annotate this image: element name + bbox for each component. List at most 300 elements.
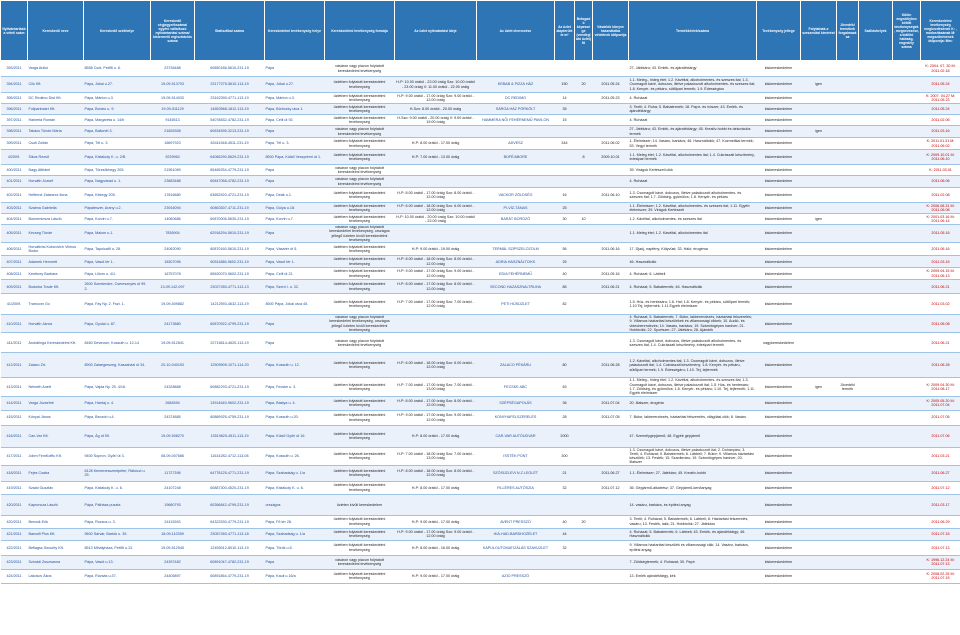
- special-permits: [893, 425, 921, 447]
- column-header: Az üzlet alapterülete m²: [555, 1, 575, 61]
- shop-name: SZÓSÜZLEVI N.Z.LEGLÉT: [477, 465, 555, 481]
- product-groups: 4. Ruházat; 5. Babatermék; 46. Használtcikk: [629, 280, 757, 294]
- table-row: [1, 333, 960, 353]
- trader-name: DC Redimo Dist Kft.: [28, 93, 84, 104]
- lodging: [859, 396, 893, 410]
- lodging: [859, 540, 893, 555]
- shop-area: 28: [555, 410, 575, 425]
- statistical-number: 65465254-4779-231-19: [195, 165, 265, 176]
- shop-area: 25: [555, 256, 575, 268]
- lodging: [859, 214, 893, 225]
- shop-capacity: [575, 528, 593, 540]
- trader-seat: 2600 Szentendre, Cseresznyés út 99. 2.: [84, 280, 151, 294]
- trade-location: Pápa, Török u.5.: [265, 540, 325, 555]
- shop-capacity: 20: [575, 515, 593, 528]
- registration-number: 16757078: [151, 268, 195, 280]
- shop-name: BÜFÉ/ABORE: [477, 150, 555, 165]
- column-header: Az üzlet nyitvatartási ideje: [395, 1, 477, 61]
- trade-form: üzletben folytatott kereskedelmi tevékenység: [325, 378, 395, 396]
- record-number: 421/2011: [1, 528, 28, 540]
- special-permits: [893, 280, 921, 294]
- table-row: [1, 115, 960, 126]
- trader-seat: 8900 Zalaegerszeg, Kaszaházi út 34.: [84, 353, 151, 378]
- table-row: [1, 569, 960, 583]
- trader-name: Németh Anett: [28, 378, 84, 396]
- alcohol-serving: [801, 243, 837, 256]
- trade-form: üzletben folytatott kereskedelmi tevékenység: [325, 447, 395, 465]
- complaint-book-date: 2011.05.23: [593, 93, 629, 104]
- complaint-book-date: 2011.07.05: [593, 410, 629, 425]
- trader-seat: 9400 Sopron, Győri út 3.: [84, 447, 151, 465]
- product-groups: 3. Textil; 4. Ruházat; 5. Babatermék; 6. Lábbeli; 8. Háztartási felszerelés, vasáru; 13. Festék, lakk; 21. Hobbicikk; 27. Játékáru: [629, 515, 757, 528]
- shop-capacity: [575, 465, 593, 481]
- product-groups: 27. Játékáru; 43. Emlék- és ajándéktárgy: [629, 61, 757, 77]
- complaint-book-date: [593, 447, 629, 465]
- special-permits: [893, 569, 921, 583]
- trader-name: Kecseg Tünde: [28, 225, 84, 243]
- alcohol-serving: [801, 481, 837, 494]
- activity-kind: kiskereskedelem: [757, 378, 801, 396]
- complaint-book-date: [593, 256, 629, 268]
- shop-capacity: [575, 410, 593, 425]
- opening-hours: H-P: 8.00 órától - 16.00 óráig: [395, 540, 477, 555]
- trade-location: Pápa, Szabadság u. 1/a: [265, 528, 325, 540]
- statistical-number: 65620070-9602-231-19: [195, 268, 265, 280]
- activity-kind: kiskereskedelem: [757, 280, 801, 294]
- record-number: 418/2011: [1, 465, 28, 481]
- trader-seat: Pápa, Rozsos u. 3.: [84, 515, 151, 528]
- alcohol-serving: [801, 294, 837, 315]
- trade-form: üzletben folytatott kereskedelmi tevékenység: [325, 280, 395, 294]
- alcohol-serving: [801, 447, 837, 465]
- shop-area: 150: [555, 77, 575, 93]
- trader-seat: Pápa, Malom u.1.: [84, 225, 151, 243]
- statistical-number: 60891864-4779-231-19: [195, 569, 265, 583]
- table-row: [1, 425, 960, 447]
- lodging: [859, 268, 893, 280]
- registration-number: 23916094: [151, 203, 195, 214]
- dates: 2011.03.02: [921, 294, 960, 315]
- shop-name: KONYHAFELSZERELÉS: [477, 410, 555, 425]
- trader-name: Árubálinga Kereskedelmi Kft.: [28, 333, 84, 353]
- table-row: [1, 410, 960, 425]
- table-row: [1, 396, 960, 410]
- activity-kind: kiskereskedelem: [757, 447, 801, 465]
- record-number: 398/2011: [1, 126, 28, 138]
- shop-name: [477, 176, 555, 188]
- shop-capacity: [575, 203, 593, 214]
- trader-seat: Pápa, Korvin u.7.: [84, 214, 151, 225]
- activity-kind: kiskereskedelem: [757, 188, 801, 203]
- opening-hours: [395, 315, 477, 333]
- product-groups: 1.1. Élelmiszer; 1.2. Kávéital, alkoholmentes- és szeszes ital; 1.11. Egyéb élelmiszer; 39. Virágok Kertészeti: [629, 203, 757, 214]
- shop-area: 85: [555, 280, 575, 294]
- product-groups: 1.3. Csomagolt kávé, dobozos, illetve palackozott alkoholmentes- és szeszes ital; 1.4. Cukrászati készítmény, édesipari termék: [629, 333, 757, 353]
- trade-form: üzletben folytatott kereskedelmi tevékenység: [325, 104, 395, 115]
- trader-name: Adamek Hennrett: [28, 256, 84, 268]
- shop-area: 82: [555, 294, 575, 315]
- activity-kind: kiskereskedelem: [757, 555, 801, 569]
- statistical-number: 60882293-4721-231-19: [195, 378, 265, 396]
- column-header: Vásárlók könyve használatba vételének időpontja: [593, 1, 629, 61]
- opening-hours: H-P: 10.00 órától - 22.00 óráig Szo: 10.00 órától - 23.00 óráig V: 11.00 órától - 22.00 óráig: [395, 77, 477, 93]
- excise-goods: [837, 315, 859, 333]
- special-permits: [893, 396, 921, 410]
- alcohol-serving: [801, 225, 837, 243]
- special-permits: [893, 104, 921, 115]
- record-number: 397/2011: [1, 115, 28, 126]
- excise-goods: [837, 243, 859, 256]
- statistical-number: 60863307-4711-231-19: [195, 203, 265, 214]
- table-row: [1, 528, 960, 540]
- product-groups: 46. Használtcikk: [629, 256, 757, 268]
- trade-form: üzletben folytatott kereskedelmi tevékenység: [325, 256, 395, 268]
- special-permits: [893, 481, 921, 494]
- table-row: [1, 555, 960, 569]
- record-number: 4/2009.: [1, 150, 28, 165]
- trade-location: Pápa, Kisfaludy K. u. 6.: [265, 481, 325, 494]
- trader-seat: Pápa, Beczóri u.4.: [84, 410, 151, 425]
- complaint-book-date: [593, 494, 629, 515]
- statistical-number: 60870006-5630-231-19: [195, 214, 265, 225]
- activity-kind: kiskereskedelem: [757, 353, 801, 378]
- excise-goods: [837, 104, 859, 115]
- trader-name: Ciló Kft.: [28, 77, 84, 93]
- complaint-book-date: [593, 315, 629, 333]
- trade-form: vásáron vagy piacon folytatott kereskedelmi tevékenység: [325, 61, 395, 77]
- column-header: Tevékenység jellege: [757, 1, 801, 61]
- excise-goods: [837, 214, 859, 225]
- shop-capacity: [575, 126, 593, 138]
- activity-kind: kiskereskedelem: [757, 150, 801, 165]
- lodging: [859, 138, 893, 150]
- shop-area: [555, 494, 575, 515]
- activity-kind: kiskereskedelem: [757, 104, 801, 115]
- complaint-book-date: [593, 176, 629, 188]
- special-permits: [893, 165, 921, 176]
- registration-number: 24107248: [151, 481, 195, 494]
- opening-hours: H-P: 9.00 órától - 17.00 óráig: [395, 569, 477, 583]
- activity-kind: kiskereskedelem: [757, 225, 801, 243]
- shop-area: 15: [555, 115, 575, 126]
- shop-capacity: [575, 280, 593, 294]
- table-row: [1, 214, 960, 225]
- trader-seat: Pápa, Gyulai u. 87.: [84, 315, 151, 333]
- lodging: [859, 176, 893, 188]
- registration-number: 19680793: [151, 494, 195, 515]
- product-groups: 1.1. Meleg-, hideg étel; 1.2. Kávéital, alkoholmentes- és szeszes ital; 1.3. Csomagolt kávé, dobozos, illetve palackozott ital; 1.5. Hús- és hentesáru; 1.7. Zöldség- és gyümölcs; 1.8. Kenyér- és pékáru; 1.10. Tej, tejtermék; 1.11. Egyéb élelmiszer: [629, 378, 756, 396]
- excise-goods: [837, 494, 859, 515]
- lodging: [859, 243, 893, 256]
- dates: 2011.02.06: [921, 115, 960, 126]
- dates: 2011.02.08: [921, 188, 960, 203]
- shop-capacity: 20: [575, 77, 593, 93]
- trader-name: Szalai Gusztáv: [28, 481, 84, 494]
- dates: 2011.05.24: [921, 77, 960, 93]
- lodging: [859, 494, 893, 515]
- trade-location: Pápa: [265, 225, 325, 243]
- special-permits: [893, 115, 921, 126]
- complaint-book-date: 2011.07.12: [593, 481, 629, 494]
- trader-seat: Pápa, Pálháza puszta: [84, 494, 151, 515]
- statistical-number: 60634595-3213-231-19: [195, 126, 265, 138]
- trader-seat: 8558 Csót, Petőfi u. 6.: [84, 61, 151, 77]
- lodging: [859, 569, 893, 583]
- column-header: Szálláshelyek: [859, 1, 893, 61]
- statistical-number: 60887300-4520-231-19: [195, 481, 265, 494]
- shop-area: 32: [555, 540, 575, 555]
- alcohol-serving: [801, 203, 837, 214]
- shop-area: 344: [555, 138, 575, 150]
- column-header: Termékkör/ek/száma: [629, 1, 757, 61]
- alcohol-serving: [801, 555, 837, 569]
- lodging: [859, 555, 893, 569]
- registration-number: 24062090: [151, 243, 195, 256]
- special-permits: [893, 353, 921, 378]
- trade-form: üzletben folytatott kereskedelmi tevékenység: [325, 425, 395, 447]
- shop-area: [555, 315, 575, 333]
- shop-area: 36: [555, 396, 575, 410]
- excise-goods: [837, 569, 859, 583]
- trade-location: Pápa, Gulya u.18.: [265, 203, 325, 214]
- lodging: [859, 256, 893, 268]
- activity-kind: nagykereskedelem: [757, 333, 801, 353]
- opening-hours: H-P: 8.00 órától - 17.00 óráig: [395, 138, 477, 150]
- special-permits: [893, 126, 921, 138]
- trade-location: Pápa, Vasút tér 1.: [265, 256, 325, 268]
- table-row: [1, 353, 960, 378]
- trader-seat: Pápa, Tapolcafő u. 28.: [84, 243, 151, 256]
- column-header: Folytatnak-e szeszesital kimérést: [801, 1, 837, 61]
- trade-form: üzletben folytatott kereskedelmi tevékenység: [325, 528, 395, 540]
- shop-name: ZALACO PÉKÁRU: [477, 353, 555, 378]
- trade-form: üzleten kívüli kereskedelem: [325, 494, 395, 515]
- special-permits: [893, 494, 921, 515]
- product-groups: 7. Zöldségtermék; 4. Ruházat; 30. Papír: [629, 555, 757, 569]
- shop-area: [555, 569, 575, 583]
- opening-hours: H-P: 10.00 órától - 20.00 óráig Szo: 10.00 órától - 22.00 óráig: [396, 214, 475, 223]
- excise-goods: Jövedéki termék: [837, 378, 859, 396]
- trade-form: üzletben folytatott kereskedelmi tevékenység: [325, 540, 395, 555]
- activity-kind: kiskereskedelem: [757, 410, 801, 425]
- dates: 2011.03.15: [921, 256, 960, 268]
- shop-name: EDIA FEHÉRNEMŰ: [477, 268, 555, 280]
- trade-location: Pápa: [265, 333, 325, 353]
- record-number: 413/2011: [1, 378, 28, 396]
- record-number: 410/2011: [1, 315, 28, 333]
- lodging: [859, 378, 893, 396]
- trader-name: Lakosov Ákos: [28, 569, 84, 583]
- opening-hours: [395, 555, 477, 569]
- alcohol-serving: [801, 396, 837, 410]
- alcohol-serving: [801, 93, 837, 104]
- shop-name: [477, 225, 555, 243]
- opening-hours: H-P: 6.00 órától - 18.00 óráig Szo: 6.00 órától - 12.00 óráig: [395, 203, 477, 214]
- trader-seat: Pápa, Vasút u.13.: [84, 555, 151, 569]
- trade-form: vásáron vagy piacon folytatott kereskedelmi tevékenység, országos jellegű üzleten kívüli kereskedelmi tevékenység: [325, 315, 395, 333]
- trade-form: vásáron vagy piacon folytatott kereskedelmi tevékenység: [325, 165, 395, 176]
- dates: K: 2009.10.01 M: 2011.06.10: [921, 150, 960, 165]
- trade-location: Pápa, Tél u. 3.: [265, 138, 325, 150]
- registration-number: 18307096: [151, 256, 195, 268]
- record-number: 420/2011: [1, 515, 28, 528]
- trader-name: Takács Tünde Mária: [28, 126, 84, 138]
- trade-form: üzletben folytatott kereskedelmi tevékenység: [325, 481, 395, 494]
- special-permits: [893, 268, 921, 280]
- shop-name: AZIO PRESSZÓ: [477, 569, 555, 583]
- shop-area: 14: [555, 93, 575, 104]
- statistical-number: 13519825-4511-113-19: [195, 425, 265, 447]
- trader-seat: Pápa, Tél u. 3.: [84, 138, 151, 150]
- special-permits: [893, 528, 921, 540]
- opening-hours: [395, 225, 477, 243]
- opening-hours: H-P: 7.00 órától - 17.00 óráig Szo: 7.00 órától - 12.00 óráig: [395, 294, 477, 315]
- lodging: [859, 115, 893, 126]
- dates: K: 2011.01.31 M: 2011.06.02: [921, 138, 960, 150]
- activity-kind: kiskereskedelem: [757, 203, 801, 214]
- record-number: 423/2011: [1, 555, 28, 569]
- registration-number: 24405897: [151, 569, 195, 583]
- lodging: [859, 528, 893, 540]
- statistical-number: 63652520-4721-231-19: [195, 188, 265, 203]
- shop-name: [477, 333, 555, 353]
- statistical-number: 12455012-8010-113-19: [195, 540, 265, 555]
- trade-location: Pápa: [265, 176, 325, 188]
- opening-hours: H-Szo: 8.00 órától - 20.00 óráig: [395, 104, 477, 115]
- trade-location: 8500 Pápa, Jókai utca 45.: [265, 294, 325, 315]
- special-permits: [893, 294, 921, 315]
- trader-name: Csuti Zoltán: [28, 138, 84, 150]
- trader-name: Hainerla Román: [28, 115, 84, 126]
- statistical-number: 64778125-4771-231-19: [195, 465, 265, 481]
- dates: K: 2001.03.16 M: 2011.06.14: [921, 214, 960, 225]
- alcohol-serving: [801, 425, 837, 447]
- trader-name: Sikos Rezső: [28, 150, 84, 165]
- table-row: [1, 465, 960, 481]
- record-number: 406/2011: [1, 243, 28, 256]
- activity-kind: kiskereskedelem: [757, 138, 801, 150]
- trader-seat: Pápa, Fáy Ny. 2. Fszt. 1.: [84, 294, 151, 315]
- record-number: 402/2011: [1, 188, 28, 203]
- alcohol-serving: [801, 150, 837, 165]
- trade-location: Pápa: [265, 315, 325, 333]
- dates: K: 2007. 04.27 M: 2011.05.23: [921, 93, 960, 104]
- shop-capacity: [575, 447, 593, 465]
- trade-location: Pápa, Fő tér 28.: [265, 515, 325, 528]
- statistical-number: 13914640-9602-231-19: [195, 396, 265, 410]
- trade-location: Pápa, Fecske u. 3.: [265, 378, 325, 396]
- dates: 2011.06.27: [921, 465, 960, 481]
- table-row: [1, 104, 960, 115]
- shop-name: TERMÁL SZIPSZELOZOLM: [477, 243, 555, 256]
- activity-kind: kiskereskedelem: [757, 465, 801, 481]
- shop-name: SÁRGA HÁZ PÖRKÖLT: [477, 104, 555, 115]
- trader-seat: Pápa, Ág út 59.: [84, 425, 151, 447]
- column-header: Befogadó képessége (vendéglátó üzlet) fő: [575, 1, 593, 61]
- shop-area: 44: [555, 528, 575, 540]
- record-number: 404/2011: [1, 214, 28, 225]
- statistical-number: 11614282-4712-113-08: [195, 447, 265, 465]
- shop-capacity: [575, 569, 593, 583]
- shop-capacity: [575, 555, 593, 569]
- dates: K: 2009.04.30 M: 2011.08.17: [921, 378, 960, 396]
- product-groups: 3. Textil; 4. Ruha; 5. Babatermék; 18. Papír- és írószer; 43. Emlék- és ajándéktárgy: [629, 104, 757, 115]
- dates: 2011.07.15: [921, 528, 960, 540]
- alcohol-serving: [801, 528, 837, 540]
- product-groups: 1.3. Csomagolt kávé, dobozos, illetve palackozott ital; 2. Dohányáru; 3. Textil; 4. Ruházat; 5. Babatermék; 6. Lábbeli; 7. Bútor; 9. Villamos háztartási készülék; 13. Festék; 15. Szaniteráru; 19. Számítógépes hardver; 20. Illatszer: [629, 447, 757, 465]
- trade-location: országos: [265, 494, 325, 515]
- table-row: [1, 203, 960, 214]
- table-row: [1, 77, 960, 93]
- statistical-number: 12509909-1071-114-20: [195, 353, 265, 378]
- table-row: [1, 61, 960, 77]
- complaint-book-date: [593, 569, 629, 583]
- trader-seat: 8513 Mihályháza, Petőfi u.13.: [84, 540, 151, 555]
- statistical-number: 54078832-4782-231-19: [195, 115, 265, 126]
- column-header: Külön engedélyhez kötött tevékenységek, megnevezése, a kiállító hatóság, engedély száma: [893, 1, 921, 61]
- special-permits: [893, 214, 921, 225]
- activity-kind: kiskereskedelem: [757, 165, 801, 176]
- activity-kind: kiskereskedelem: [757, 176, 801, 188]
- shop-area: 32: [555, 481, 575, 494]
- alcohol-serving: [801, 465, 837, 481]
- lodging: [859, 515, 893, 528]
- trader-name: Varga Anikó: [28, 61, 84, 77]
- statistical-number: 60870922-4799-231-19: [195, 315, 265, 333]
- dates: 2011.06.08: [921, 315, 960, 333]
- special-permits: [893, 176, 921, 188]
- registration-number: 21951069: [151, 165, 195, 176]
- shop-capacity: 8: [575, 150, 593, 165]
- dates: 2011.06.29: [921, 515, 960, 528]
- shop-area: [555, 225, 575, 243]
- complaint-book-date: [593, 104, 629, 115]
- column-header: Kereskedő székhelye: [84, 1, 151, 61]
- excise-goods: [837, 555, 859, 569]
- alcohol-serving: igen: [801, 378, 837, 396]
- special-permits: [893, 225, 921, 243]
- shop-capacity: [575, 188, 593, 203]
- dates: 2011.06.21: [921, 280, 960, 294]
- opening-hours: H-P: 8.00 órától - 18.00 óráig Szo: 8.00 órától - 12.00 óráig: [395, 465, 477, 481]
- statistical-number: 22716614-4620-113-19: [195, 333, 265, 353]
- shop-area: 40: [555, 268, 575, 280]
- special-permits: [893, 61, 921, 77]
- record-number: 394/2011: [1, 77, 28, 93]
- trade-location: Pápa, Márton u.3.: [265, 93, 325, 104]
- complaint-book-date: 2011.07.04: [593, 396, 629, 410]
- complaint-book-date: 2011.06.10: [593, 188, 629, 203]
- trade-form: üzletben folytatott kereskedelmi tevékenység: [325, 268, 395, 280]
- opening-hours: [395, 494, 477, 515]
- shop-name: PETI HÚSÜZLET: [477, 294, 555, 315]
- shop-name: HAMMERA NŐI FEHÉRNEMŰ PAVILON: [477, 115, 555, 126]
- table-row: [1, 378, 960, 396]
- trade-location: Pápa, Jókai u.27.: [265, 77, 325, 93]
- lodging: [859, 425, 893, 447]
- lodging: [859, 188, 893, 203]
- complaint-book-date: 2011.05.24: [593, 77, 629, 93]
- special-permits: [893, 447, 921, 465]
- dates: K: 2009.04.15 M: 2011.06.13: [921, 268, 960, 280]
- trader-seat: Pápa, Márton u.3.: [84, 93, 151, 104]
- product-groups: 39. Virágok Kertészeti cikk: [629, 165, 757, 176]
- trader-seat: Pápa, Rózsás u.37.: [84, 569, 151, 583]
- complaint-book-date: 2011.06.28: [593, 353, 629, 378]
- activity-kind: kiskereskedelem: [757, 115, 801, 126]
- trader-seat: Pápa, Boráru u. 9.: [84, 104, 151, 115]
- shop-name: FECSKE ABC: [477, 378, 555, 396]
